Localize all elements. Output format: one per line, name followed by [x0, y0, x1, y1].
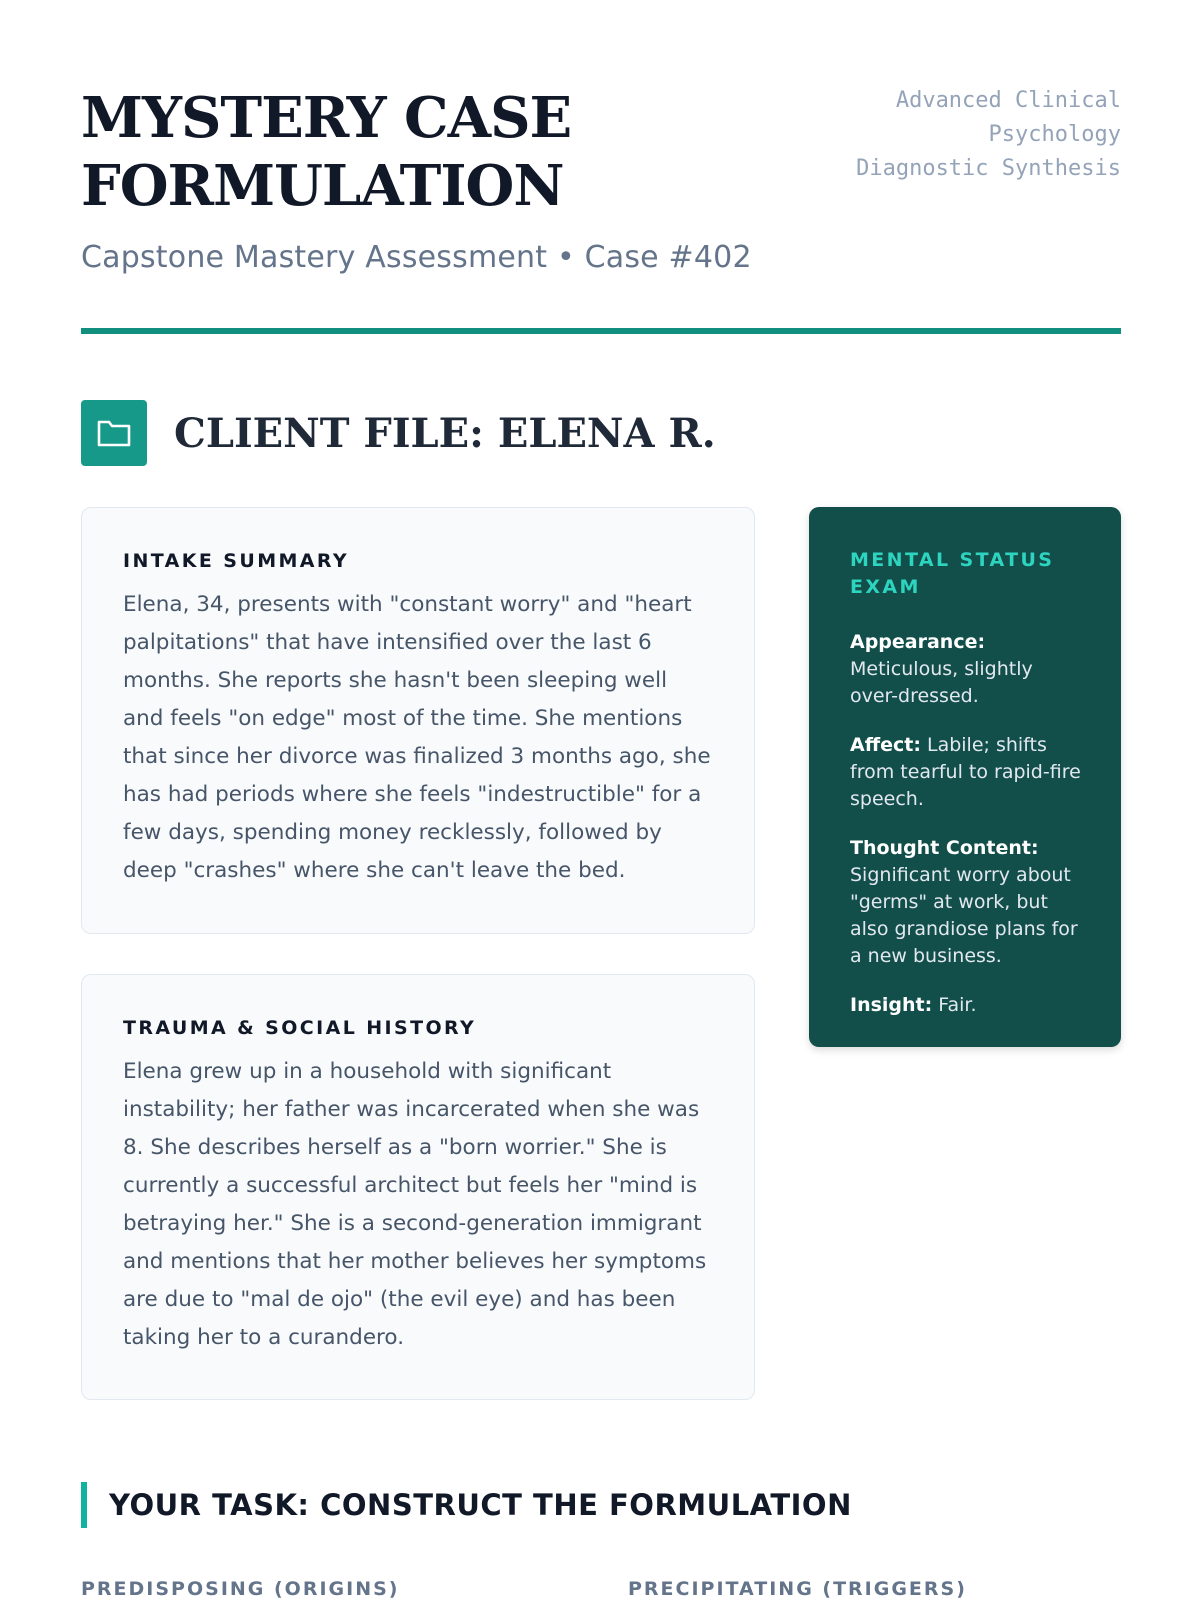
intake-summary-text: Elena, 34, presents with "constant worry" and "heart palpitations" that have intensified over the last 6 months. She reports she hasn't been sleeping well and feels "on edge" most of the time. She mentions that since her divorce was finalized 3 months ago, she has had periods where she feels "indestructible" for a few days, spending money recklessly, followed by deep "crashes" where she can't leave the bed. — [123, 592, 711, 883]
task-title: YOUR TASK: CONSTRUCT THE FORMULATION — [109, 1488, 852, 1522]
mse-value: Fair. — [938, 994, 977, 1016]
course-line: Advanced Clinical — [895, 88, 1121, 113]
mse-label: Thought Content: — [850, 837, 1039, 859]
mse-label: Appearance: — [850, 631, 986, 653]
course-line: Psychology — [988, 122, 1121, 147]
trauma-history-card — [81, 974, 755, 1400]
client-file-heading — [81, 400, 716, 466]
precipitating-column-label: PRECIPITATING (TRIGGERS) — [628, 1578, 967, 1600]
intake-summary-heading: INTAKE SUMMARY — [123, 550, 350, 572]
predisposing-column-label: PREDISPOSING (ORIGINS) — [81, 1578, 400, 1600]
page-title: MYSTERY CASE FORMULATION — [81, 85, 572, 219]
mental-status-exam-heading: MENTAL STATUS EXAM — [850, 549, 1055, 598]
client-file-title: CLIENT FILE: ELENA R. — [174, 409, 716, 457]
mse-item-appearance — [850, 629, 1085, 710]
mse-label: Affect: — [850, 734, 921, 756]
mse-item-affect — [850, 732, 1085, 813]
mse-value: Labile; shifts from tearful to rapid-fire speech. — [850, 734, 1081, 810]
mse-item-thought-content — [850, 835, 1085, 970]
page-header — [81, 84, 1121, 275]
course-info — [791, 84, 1121, 186]
intake-summary-card — [81, 507, 755, 934]
header-divider — [81, 328, 1121, 334]
mse-item-insight — [850, 992, 1085, 1019]
trauma-history-text: Elena grew up in a household with significant instability; her father was incarcerated when she was 8. She describes herself as a "born worrier." She is currently a successful architect but feels her "mind is betraying her." She is a second-generation immigrant and mentions that her mother believes her symptoms are due to "mal de ojo" (the evil eye) and has been taking her to a curandero. — [123, 1059, 707, 1350]
mse-value: Significant worry about "germs" at work, but also grandiose plans for a new business. — [850, 864, 1078, 967]
page-subtitle: Capstone Mastery Assessment • Case #402 — [81, 240, 752, 275]
trauma-history-heading: TRAUMA & SOCIAL HISTORY — [123, 1017, 477, 1039]
task-heading — [81, 1482, 852, 1528]
mse-value: Meticulous, slightly over-dressed. — [850, 658, 1033, 707]
course-line: Diagnostic Synthesis — [856, 156, 1121, 181]
mse-label: Insight: — [850, 994, 933, 1016]
folder-icon — [81, 400, 147, 466]
mental-status-exam-panel — [809, 507, 1121, 1047]
